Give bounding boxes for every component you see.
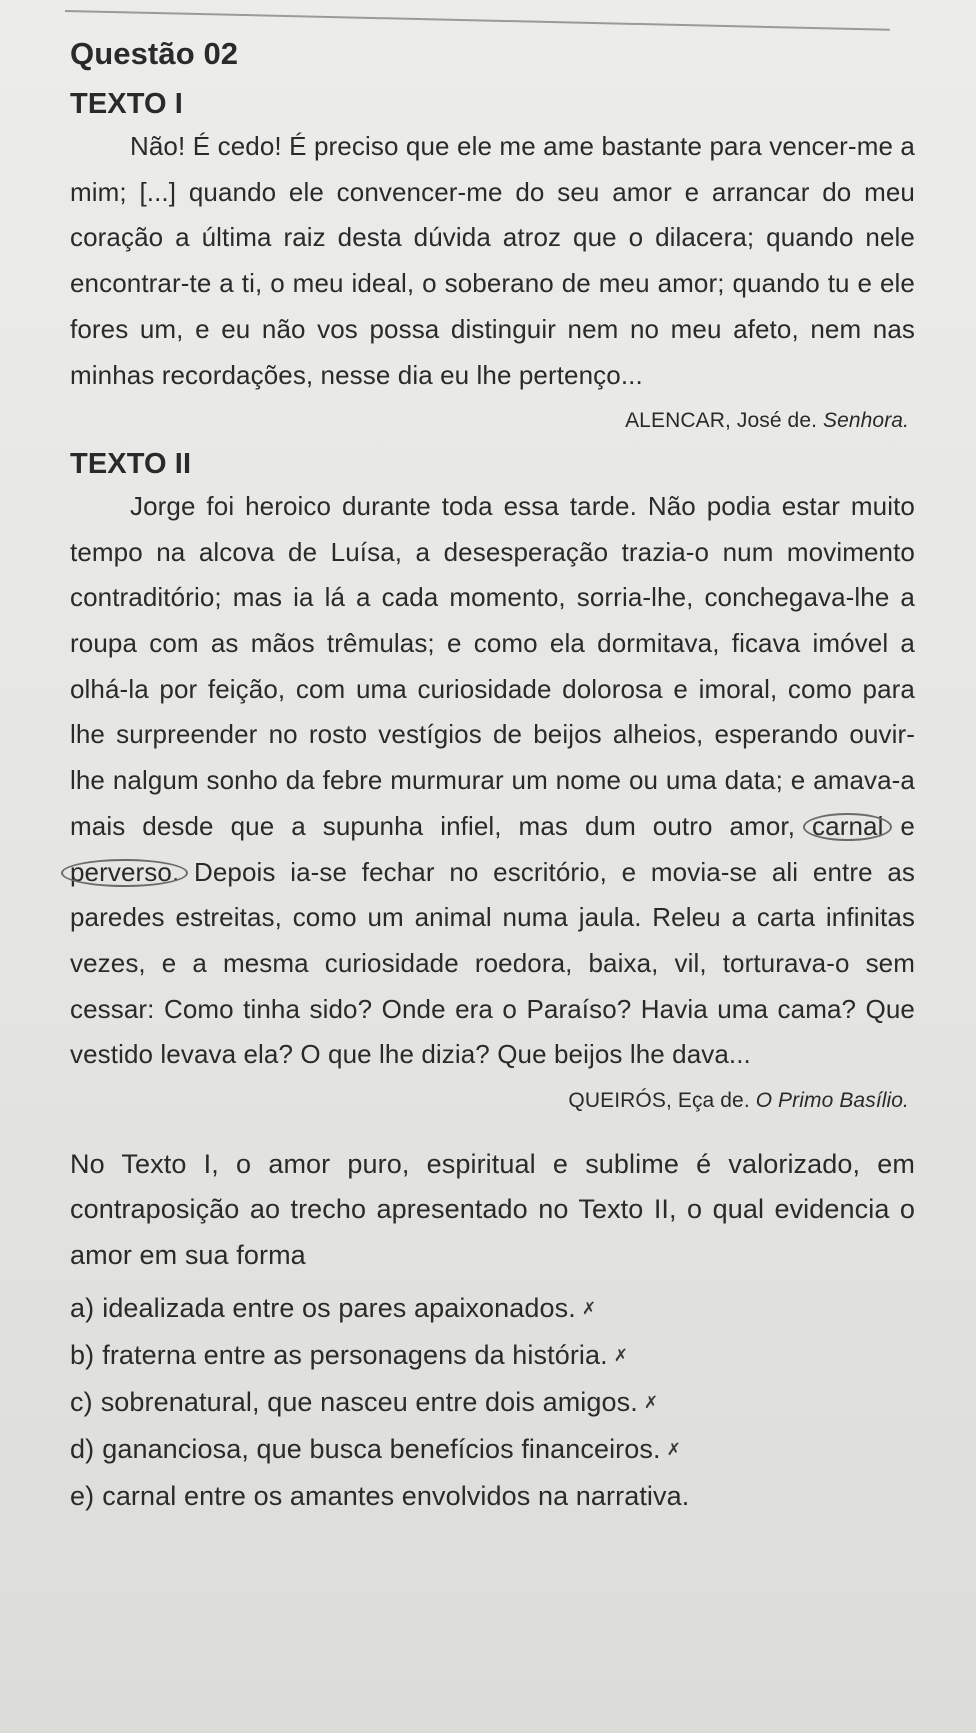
circled-word-carnal: carnal xyxy=(812,810,884,841)
texto-2-source-author: QUEIRÓS, Eça de. xyxy=(568,1089,756,1113)
option-e[interactable] xyxy=(70,1473,915,1520)
option-c[interactable] xyxy=(70,1379,915,1426)
option-text: gananciosa, que busca benefícios financeiros. xyxy=(102,1433,661,1464)
question-content xyxy=(70,32,915,1520)
texto-1-source xyxy=(70,398,915,444)
texto-2-word-e: e xyxy=(883,810,915,841)
answer-options xyxy=(70,1285,915,1520)
texto-2-source-work: O Primo Basílio. xyxy=(755,1089,909,1113)
texto-1-source-author: ALENCAR, José de. xyxy=(625,409,823,433)
handwritten-x-mark: ✗ xyxy=(613,1345,629,1365)
option-text: sobrenatural, que nasceu entre dois amigos. xyxy=(100,1386,638,1417)
texto-2-source xyxy=(70,1078,915,1124)
option-letter: a) xyxy=(70,1292,95,1323)
texto-2-text-after: Depois ia-se fechar no escritório, e movia-se ali entre as paredes estreitas, como um animal numa jaula. Releu a carta infinitas vezes, e a mesma curiosidade roedora, baixa, vil, torturava-o sem cessar: Como tinha sido? Onde era o Paraíso? Havia uma cama? Que vestido levava ela? O que lhe dizia? Que beijos lhe dava... xyxy=(70,856,915,1070)
option-letter: c) xyxy=(70,1386,93,1417)
question-title: Questão 02 xyxy=(70,36,239,71)
option-text: idealizada entre os pares apaixonados. xyxy=(102,1292,576,1323)
option-text: carnal entre os amantes envolvidos na narrativa. xyxy=(102,1480,690,1511)
option-d[interactable] xyxy=(70,1426,915,1473)
option-letter: b) xyxy=(70,1339,95,1370)
option-letter: d) xyxy=(70,1433,95,1464)
option-b[interactable] xyxy=(70,1332,915,1379)
texto-1-paragraph: Não! É cedo! É preciso que ele me ame bastante para vencer-me a mim; [...] quando ele convencer-me do seu amor e arrancar do meu coração a última raiz desta dúvida atroz que o dilacera; quando nele encontrar-te a ti, o meu ideal, o soberano de meu amor; quando tu e ele fores um, e eu não vos possa distinguir nem no meu afeto, nem nas minhas recordações, nesse dia eu lhe pertenço... xyxy=(70,131,915,390)
option-text: fraterna entre as personagens da história. xyxy=(102,1339,608,1370)
option-letter: e) xyxy=(70,1480,95,1511)
handwritten-x-mark: ✗ xyxy=(581,1298,597,1318)
texto-2-text-before: Jorge foi heroico durante toda essa tarde. Não podia estar muito tempo na alcova de Luísa, a desesperação trazia-o num movimento contraditório; mas ia lá a cada momento, sorria-lhe, conchegava-lhe a roupa com as mãos trêmulas; e como ela dormitava, ficava imóvel a olhá-la por feição, com uma curiosidade dolorosa e imoral, como para lhe surpreender no rosto vestígios de beijos alheios, esperando ouvir-lhe nalgum sonho da febre murmurar um nome ou uma data; e amava-a mais desde que a supunha infiel, mas dum outro amor, xyxy=(70,490,915,841)
circled-word-perverso: perverso. xyxy=(70,856,180,887)
texto-2-paragraph xyxy=(70,484,915,1078)
option-a[interactable] xyxy=(70,1285,915,1332)
handwritten-x-mark: ✗ xyxy=(643,1392,659,1412)
texto-1-title: TEXTO I xyxy=(70,88,183,120)
question-statement: No Texto I, o amor puro, espiritual e sublime é valorizado, em contraposição ao trecho apresentado no Texto II, o qual evidencia o amor em sua forma xyxy=(70,1148,915,1271)
handwritten-x-mark: ✗ xyxy=(666,1439,681,1459)
top-rule-line xyxy=(65,10,890,31)
texto-2-title: TEXTO II xyxy=(70,447,192,480)
texto-1-source-work: Senhora. xyxy=(822,409,909,433)
